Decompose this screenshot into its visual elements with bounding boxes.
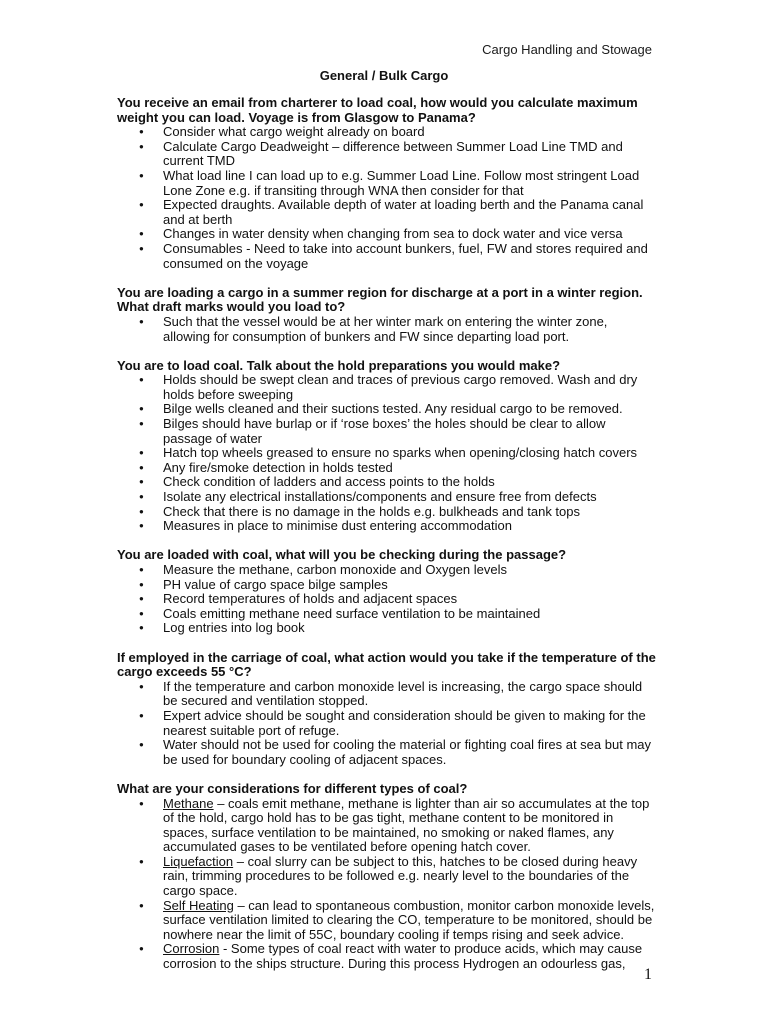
answer-item: ● Any fire/smoke detection in holds tested — [117, 461, 657, 476]
coal-type-description: - Some types of coal react with water to produce acids, which may cause corrosion to the ships structure. During this process Hydrogen an odourless gas, — [163, 941, 643, 972]
qa-section — [117, 651, 657, 768]
coal-type-term: Liquefaction — [163, 853, 234, 869]
question-heading: You receive an email from charterer to load coal, how would you calculate maximum weight you can load. Voyage is from Glasgow to Panama? — [117, 95, 638, 125]
running-header: Cargo Handling and Stowage — [482, 42, 652, 57]
answer-item: ● Expert advice should be sought and consideration should be given to making for the nearest suitable port of refuge. — [117, 709, 657, 738]
answer-list — [117, 563, 657, 636]
qa-section — [117, 96, 657, 271]
qa-section-coal-types — [117, 782, 657, 972]
coal-type-term: Self Heating — [163, 897, 234, 913]
coal-type-term: Corrosion — [163, 941, 220, 957]
answer-item: ● Calculate Cargo Deadweight – difference between Summer Load Line TMD and current TMD — [117, 140, 657, 169]
coal-type-description: – coal slurry can be subject to this, hatches to be closed during heavy rain, trimming procedures to be followed e.g. nearly level to the boundaries of the cargo space. — [163, 853, 638, 899]
answer-item: ● Check that there is no damage in the holds e.g. bulkheads and tank tops — [117, 505, 657, 520]
question-heading: What are your considerations for different types of coal? — [117, 780, 468, 796]
document-body — [117, 96, 657, 986]
coal-type-item — [117, 855, 657, 899]
coal-type-term: Methane — [163, 795, 214, 811]
answer-item: ● Log entries into log book — [117, 621, 657, 636]
coal-type-description: – coals emit methane, methane is lighter than air so accumulates at the top of the hold, cargo hold has to be gas tight, methane content to be monitored in spaces, surface ventilation to be maintained, no smoking or naked flames, any accumulated gases to be ventilated before opening hatch cover. — [163, 795, 650, 855]
answer-list — [117, 680, 657, 768]
answer-item: ● Measures in place to minimise dust entering accommodation — [117, 519, 657, 534]
page-number: 1 — [644, 966, 652, 983]
answer-item: ● If the temperature and carbon monoxide level is increasing, the cargo space should be secured and ventilation stopped. — [117, 680, 657, 709]
qa-section — [117, 548, 657, 636]
answer-item: ● Bilges should have burlap or if ‘rose boxes’ the holes should be clear to allow passage of water — [117, 417, 657, 446]
answer-item: ● Measure the methane, carbon monoxide and Oxygen levels — [117, 563, 657, 578]
coal-type-item — [117, 899, 657, 943]
coal-type-item — [117, 942, 657, 971]
qa-section — [117, 359, 657, 534]
answer-item: ● Isolate any electrical installations/components and ensure free from defects — [117, 490, 657, 505]
page-title: General / Bulk Cargo — [319, 68, 449, 83]
answer-item: ● Water should not be used for cooling the material or fighting coal fires at sea but may be used for boundary cooling of adjacent spaces. — [117, 738, 657, 767]
question-heading: You are loaded with coal, what will you be checking during the passage? — [117, 547, 567, 563]
answer-list — [117, 315, 657, 344]
qa-section — [117, 286, 657, 344]
answer-item: ● Such that the vessel would be at her winter mark on entering the winter zone, allowing for consumption of bunkers and FW since departing load port. — [117, 315, 657, 344]
answer-item: ● Consumables - Need to take into account bunkers, fuel, FW and stores required and consumed on the voyage — [117, 242, 657, 271]
coal-type-description: – can lead to spontaneous combustion, monitor carbon monoxide levels, surface ventilation limited to clearing the CO, temperature to be monitored, should be nowhere near the limit of 55C, boundary cooling if temps rising and seek advice. — [163, 897, 655, 942]
answer-item: ● What load line I can load up to e.g. Summer Load Line. Follow most stringent Load Lone Zone e.g. if transiting through WNA then consider for that — [117, 169, 657, 198]
answer-item: ● PH value of cargo space bilge samples — [117, 578, 657, 593]
question-heading: You are to load coal. Talk about the hold preparations you would make? — [117, 357, 561, 373]
answer-item: ● Holds should be swept clean and traces of previous cargo removed. Wash and dry holds before sweeping — [117, 373, 657, 402]
answer-list — [117, 125, 657, 271]
question-heading: You are loading a cargo in a summer region for discharge at a port in a winter region. What draft marks would you load to? — [117, 284, 643, 315]
answer-item: ● Record temperatures of holds and adjacent spaces — [117, 592, 657, 607]
answer-item: ● Hatch top wheels greased to ensure no sparks when opening/closing hatch covers — [117, 446, 657, 461]
answer-item: ● Coals emitting methane need surface ventilation to be maintained — [117, 607, 657, 622]
answer-item: ● Bilge wells cleaned and their suctions tested. Any residual cargo to be removed. — [117, 402, 657, 417]
answer-item: ● Consider what cargo weight already on board — [117, 125, 657, 140]
question-heading: If employed in the carriage of coal, what action would you take if the temperature of the cargo exceeds 55 °C? — [117, 649, 656, 680]
answer-item: ● Changes in water density when changing from sea to dock water and vice versa — [117, 227, 657, 242]
answer-item: ● Check condition of ladders and access points to the holds — [117, 475, 657, 490]
answer-item: ● Expected draughts. Available depth of water at loading berth and the Panama canal and at berth — [117, 198, 657, 227]
coal-type-item — [117, 797, 657, 855]
coal-type-list — [117, 797, 657, 972]
answer-list — [117, 373, 657, 534]
